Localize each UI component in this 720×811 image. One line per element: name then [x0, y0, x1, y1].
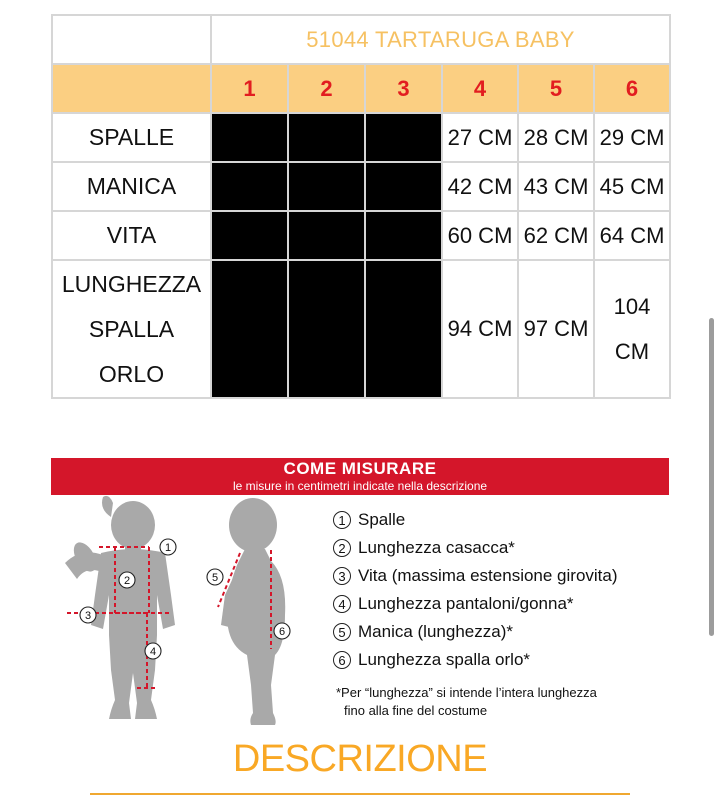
- redacted-cell: [288, 113, 365, 162]
- value-lunghezza-6-line1: 104: [613, 294, 651, 319]
- description-divider: [90, 793, 630, 795]
- redacted-cell: [288, 162, 365, 211]
- redacted-cell: [288, 260, 365, 398]
- value-spalle-6: 29 CM: [594, 113, 670, 162]
- number-badge-icon: 6: [333, 651, 351, 669]
- legend-item-label: Lunghezza spalla orlo*: [358, 650, 531, 669]
- size-header-3: 3: [365, 64, 442, 113]
- redacted-cell: [211, 162, 288, 211]
- legend-item-label: Manica (lunghezza)*: [358, 622, 513, 641]
- value-lunghezza-4: 94 CM: [442, 260, 518, 398]
- how-to-measure-panel: [51, 458, 669, 738]
- redacted-cell: [365, 260, 442, 398]
- table-row-spalle: [52, 113, 670, 162]
- row-label-lunghezza: [52, 260, 211, 398]
- row-label-vita: VITA: [52, 211, 211, 260]
- redacted-cell: [211, 211, 288, 260]
- number-badge-icon: 1: [333, 511, 351, 529]
- value-vita-4: 60 CM: [442, 211, 518, 260]
- legend-item: [333, 618, 673, 646]
- svg-text:6: 6: [278, 626, 286, 638]
- redacted-cell: [365, 162, 442, 211]
- size-header-blank: [52, 64, 211, 113]
- number-badge-icon: 5: [333, 623, 351, 641]
- product-title: 51044 TARTARUGA BABY: [211, 15, 670, 64]
- size-header-row: [52, 64, 670, 113]
- length-note: [336, 684, 676, 720]
- value-lunghezza-6-line2: CM: [614, 339, 650, 364]
- row-label-spalle: SPALLE: [52, 113, 211, 162]
- size-table: [51, 14, 671, 399]
- svg-text:3: 3: [84, 610, 92, 622]
- length-note-line1: *Per “lunghezza” si intende l’intera lunghezza: [336, 685, 597, 700]
- child-front-figure: [65, 496, 175, 719]
- redacted-cell: [365, 211, 442, 260]
- value-manica-4: 42 CM: [442, 162, 518, 211]
- table-title-row: [52, 15, 670, 64]
- how-to-measure-title: COME MISURARE: [283, 459, 437, 478]
- legend-item: [333, 646, 673, 674]
- size-header-6: 6: [594, 64, 670, 113]
- size-header-1: 1: [211, 64, 288, 113]
- value-spalle-4: 27 CM: [442, 113, 518, 162]
- redacted-cell: [211, 260, 288, 398]
- row-label-lunghezza-line3: ORLO: [98, 360, 165, 387]
- table-row-vita: [52, 211, 670, 260]
- redacted-cell: [365, 113, 442, 162]
- legend-item-label: Lunghezza pantaloni/gonna*: [358, 594, 574, 613]
- size-header-2: 2: [288, 64, 365, 113]
- table-corner-cell: [52, 15, 211, 64]
- length-note-line2: fino alla fine del costume: [344, 703, 488, 718]
- row-label-lunghezza-line1: LUNGHEZZA: [61, 270, 202, 297]
- svg-text:2: 2: [123, 575, 131, 587]
- legend-item: [333, 562, 673, 590]
- measure-legend: [333, 506, 673, 674]
- value-lunghezza-5: 97 CM: [518, 260, 594, 398]
- table-row-lunghezza: [52, 260, 670, 398]
- legend-item-label: Spalle: [358, 510, 406, 529]
- value-lunghezza-6: [594, 260, 670, 398]
- table-row-manica: [52, 162, 670, 211]
- value-vita-6: 64 CM: [594, 211, 670, 260]
- svg-text:1: 1: [164, 542, 172, 554]
- row-label-lunghezza-line2: SPALLA: [88, 315, 175, 342]
- number-badge-icon: 3: [333, 567, 351, 585]
- legend-item: [333, 590, 673, 618]
- child-side-figure: [221, 498, 285, 725]
- svg-text:4: 4: [149, 646, 157, 658]
- row-label-manica: MANICA: [52, 162, 211, 211]
- legend-item: [333, 534, 673, 562]
- svg-text:5: 5: [211, 572, 219, 584]
- legend-item: [333, 506, 673, 534]
- how-to-measure-header: [51, 458, 669, 495]
- value-manica-5: 43 CM: [518, 162, 594, 211]
- legend-item-label: Vita (massima estensione girovita): [358, 566, 618, 585]
- top-strip: [0, 0, 720, 14]
- value-manica-6: 45 CM: [594, 162, 670, 211]
- size-header-5: 5: [518, 64, 594, 113]
- number-badge-icon: 4: [333, 595, 351, 613]
- value-spalle-5: 28 CM: [518, 113, 594, 162]
- value-vita-5: 62 CM: [518, 211, 594, 260]
- how-to-measure-subtitle: le misure in centimetri indicate nella descrizione: [232, 479, 488, 493]
- description-heading: DESCRIZIONE: [232, 738, 488, 780]
- size-header-4: 4: [442, 64, 518, 113]
- number-badge-icon: 2: [333, 539, 351, 557]
- redacted-cell: [211, 113, 288, 162]
- measuring-figures: [51, 495, 321, 738]
- redacted-cell: [288, 211, 365, 260]
- legend-item-label: Lunghezza casacca*: [358, 538, 515, 557]
- page-scrollbar[interactable]: [709, 318, 714, 636]
